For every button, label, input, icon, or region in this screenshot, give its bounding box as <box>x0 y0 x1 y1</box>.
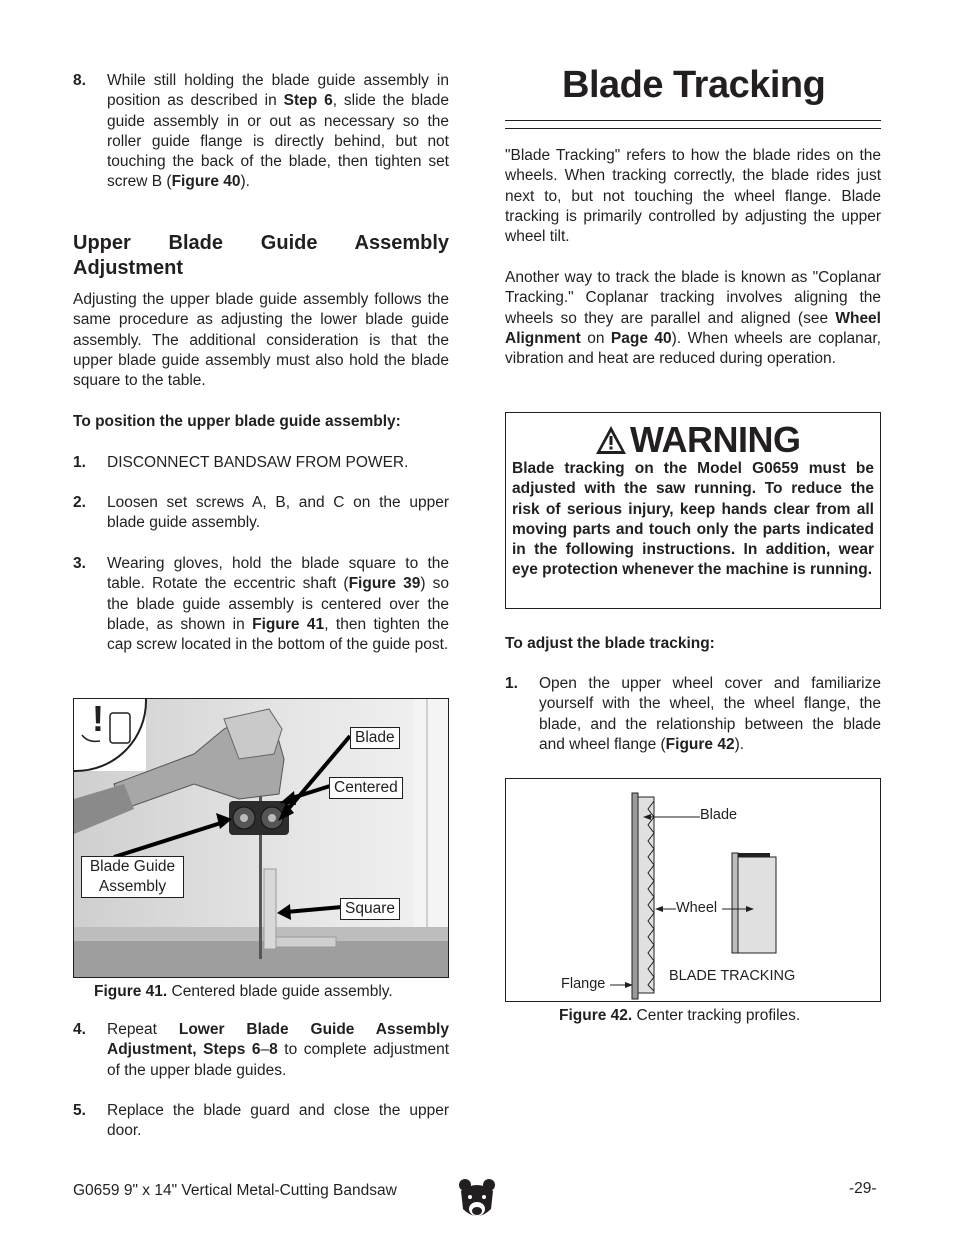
callout-blade: Blade <box>350 727 400 749</box>
step-5 <box>73 1101 449 1142</box>
warning-text: Blade tracking on the Model G0659 must be adjusted with the saw running. To reduce the risk of serious injury, keep hands clear from all moving parts and touch only the parts indicated in the following instructions. In addition, wear eye protection whenever the machine is running. <box>512 460 874 579</box>
warning-box <box>505 412 881 609</box>
tracking-step-1-text: Open the upper wheel cover and familiarize yourself with the wheel, the wheel flange, the blade, and the relationship between the blade and wheel flange (Figure 42). <box>539 675 881 753</box>
label-flange: Flange <box>561 976 606 992</box>
label-wheel: Wheel <box>676 900 718 916</box>
step-2 <box>73 493 449 534</box>
footer-page-number: -29- <box>849 1180 877 1197</box>
title-rule-bottom <box>505 128 881 129</box>
step-1-number: 1. <box>73 454 86 471</box>
label-blade-tracking: BLADE TRACKING <box>669 968 796 984</box>
figure-41-photo <box>73 698 449 978</box>
tracking-paragraph-2: Another way to track the blade is known as "Coplanar Tracking." Coplanar tracking involves aligning the wheels so they are parallel and aligned (see Wheel Alignment on Page 40). When wheels are coplanar, vibration and heat are reduced during operation. <box>505 269 881 368</box>
step-3-number: 3. <box>73 555 86 572</box>
footer-model: G0659 9" x 14" Vertical Metal-Cutting Bandsaw <box>73 1182 397 1199</box>
step-1-text: DISCONNECT BANDSAW FROM POWER. <box>107 454 409 471</box>
intro-paragraph: Adjusting the upper blade guide assembly follows the same procedure as adjusting the lower blade guide assembly. The additional consideration is that the upper blade guide assembly must also hold the blade square to the table. <box>73 291 449 390</box>
step-2-text: Loosen set screws A, B, and C on the upper blade guide assembly. <box>107 494 449 532</box>
figure-42-caption: Figure 42. Center tracking profiles. <box>559 1007 801 1024</box>
callout-blade-guide-assembly: Blade Guide Assembly <box>81 856 184 898</box>
tracking-step-1-number: 1. <box>505 675 518 692</box>
figure-42-diagram <box>505 778 881 1002</box>
title-rule-top <box>505 120 881 121</box>
callout-square: Square <box>340 898 400 920</box>
step-8-text: While still holding the blade guide assembly in position as described in Step 6, slide the blade guide assembly in or out as necessary so the roller guide flange is directly behind, but not touching the back of the blade, then tighten set screw B (Figure 40). <box>107 72 450 191</box>
bear-logo-icon <box>457 1175 497 1223</box>
step-5-number: 5. <box>73 1102 86 1119</box>
procedure-subheading: To position the upper blade guide assembly: <box>73 413 401 430</box>
tracking-step-1 <box>505 674 881 755</box>
figure-41-caption: Figure 41. Centered blade guide assembly. <box>94 983 393 1000</box>
step-4-number: 4. <box>73 1021 86 1038</box>
warning-heading: WARNING <box>630 419 801 460</box>
footer-logo <box>457 1175 497 1228</box>
step-8 <box>73 71 449 193</box>
tracking-subheading: To adjust the blade tracking: <box>505 635 715 652</box>
step-2-number: 2. <box>73 494 86 511</box>
label-blade: Blade <box>700 807 738 823</box>
page-title: Blade Tracking <box>562 64 826 106</box>
step-4-text: Repeat Lower Blade Guide Assembly Adjustment, Steps 6–8 to complete adjustment of the upper blade guides. <box>107 1021 450 1079</box>
step-8-number: 8. <box>73 72 86 89</box>
section-heading-upper-guide: Upper Blade Guide Assembly Adjustment <box>73 232 449 279</box>
callout-centered: Centered <box>329 777 403 799</box>
step-1 <box>73 453 449 473</box>
warning-triangle-icon <box>594 424 628 456</box>
step-4 <box>73 1020 449 1081</box>
warning-header <box>594 419 801 461</box>
step-3 <box>73 554 449 655</box>
tracking-paragraph-1: "Blade Tracking" refers to how the blade rides on the wheels. When tracking correctly, the blade rides just next to, but not touching the wheel flange. Blade tracking is primarily controlled by adjusting the upper wheel tilt. <box>505 147 881 246</box>
step-5-text: Replace the blade guard and close the upper door. <box>107 1102 449 1140</box>
step-3-text: Wearing gloves, hold the blade square to the table. Rotate the eccentric shaft (Figure 39) so the blade guide assembly is centered over the blade, as shown in Figure 41, then tighten the cap screw located in the bottom of the guide post. <box>107 555 450 654</box>
svg-text:!: ! <box>92 699 104 739</box>
